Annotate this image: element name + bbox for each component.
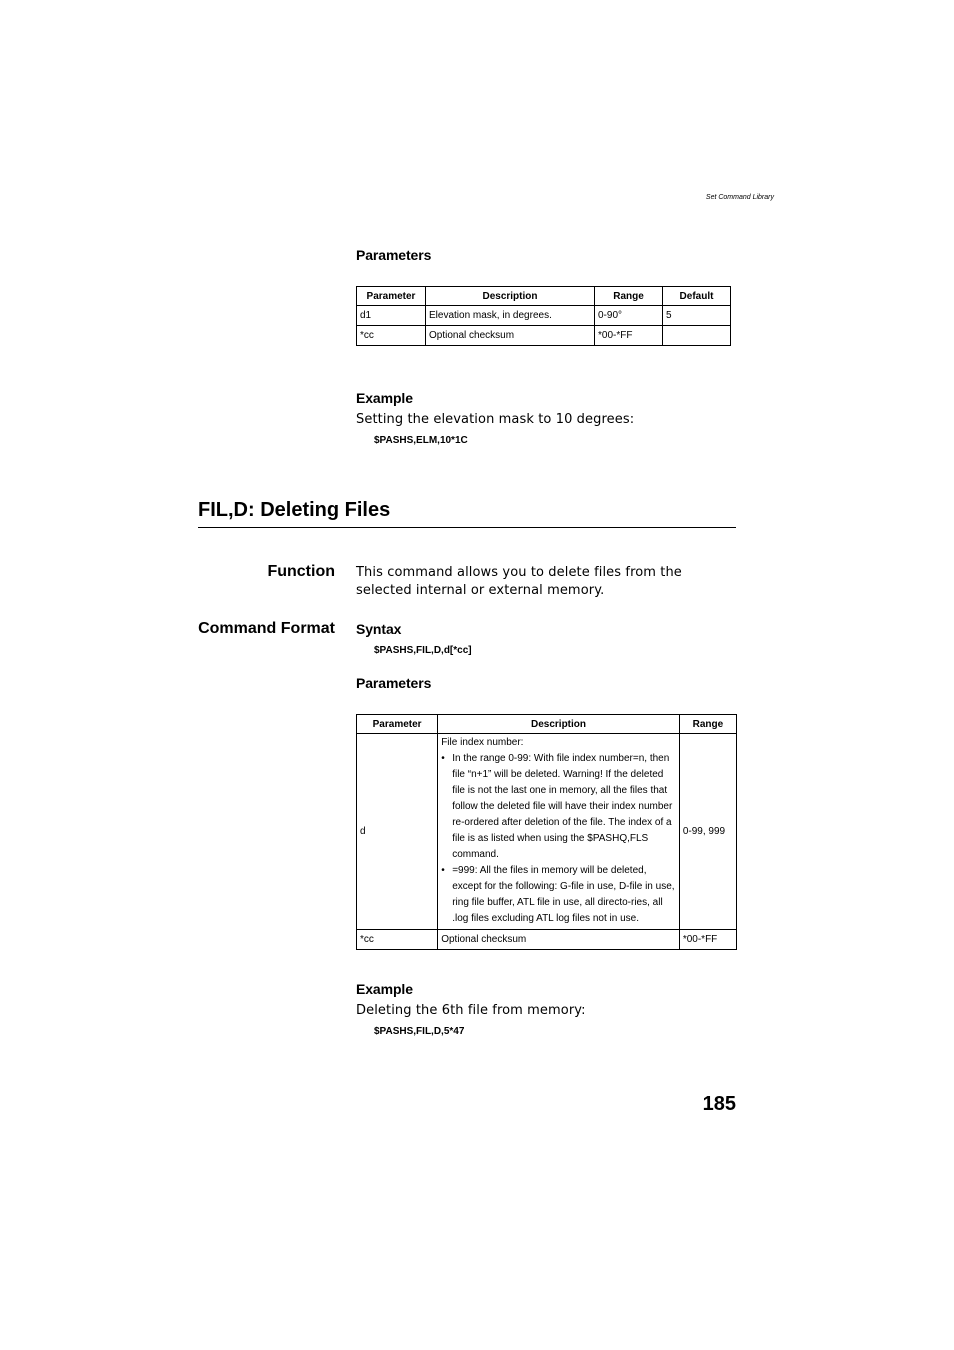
table-row bbox=[357, 306, 731, 326]
example-text-elm: Setting the elevation mask to 10 degrees: bbox=[356, 412, 635, 427]
running-head: Set Command Library bbox=[705, 194, 774, 201]
example-heading-elm: Example bbox=[356, 390, 413, 406]
table-cell: *00-*FF bbox=[595, 326, 663, 346]
example-code-elm: $PASHS,ELM,10*1C bbox=[374, 435, 468, 446]
parameters-heading-elm: Parameters bbox=[356, 247, 432, 263]
column-header: Parameter bbox=[357, 715, 438, 734]
column-header: Range bbox=[595, 287, 663, 306]
command-format-label: Command Format bbox=[198, 620, 335, 637]
column-header: Default bbox=[663, 287, 731, 306]
table-cell: 0-99, 999 bbox=[679, 734, 736, 930]
example-heading-fil: Example bbox=[356, 981, 413, 997]
table-cell: *cc bbox=[357, 326, 426, 346]
column-header: Description bbox=[438, 715, 680, 734]
description-bullets bbox=[441, 751, 676, 927]
elm-parameters-table bbox=[356, 286, 731, 346]
table-row bbox=[357, 930, 737, 950]
syntax-heading: Syntax bbox=[356, 621, 402, 637]
function-text: This command allows you to delete files from the selected internal or external memory. bbox=[356, 565, 682, 598]
table-cell: *cc bbox=[357, 930, 438, 950]
table-cell: Optional checksum bbox=[426, 326, 595, 346]
table-cell-description bbox=[438, 734, 680, 930]
section-title: FIL,D: Deleting Files bbox=[198, 499, 391, 521]
table-cell: *00-*FF bbox=[679, 930, 736, 950]
table-cell: 0-90° bbox=[595, 306, 663, 326]
description-intro: File index number: bbox=[441, 737, 524, 748]
table-row bbox=[357, 734, 737, 930]
list-item: • =999: All the files in memory will be deleted, except for the following: G-file in use, D-file in use, ring file buffer, ATL file in use, all directo-ries, all .log files excluding ATL log files not in use. bbox=[441, 863, 676, 927]
fil-parameters-table bbox=[356, 714, 737, 950]
parameters-heading-fil: Parameters bbox=[356, 675, 432, 691]
list-item: • In the range 0-99: With file index number=n, then file “n+1” will be deleted. Warning! If the deleted file is not the last one in memory, all the files that follow the deleted file will have their index number re-ordered after deletion of the file. The index of a file is as listed when using the $PASHQ,FLS command. bbox=[441, 751, 676, 863]
table-cell bbox=[663, 326, 731, 346]
example-text-fil: Deleting the 6th file from memory: bbox=[356, 1003, 586, 1018]
table-row bbox=[357, 326, 731, 346]
title-rule bbox=[198, 527, 736, 528]
syntax-code: $PASHS,FIL,D,d[*cc] bbox=[374, 645, 472, 656]
table-header-row bbox=[357, 715, 737, 734]
table-header-row bbox=[357, 287, 731, 306]
table-cell: d1 bbox=[357, 306, 426, 326]
function-label: Function bbox=[267, 563, 335, 580]
page-number: 185 bbox=[702, 1093, 736, 1115]
column-header: Description bbox=[426, 287, 595, 306]
table-cell: 5 bbox=[663, 306, 731, 326]
table-cell: d bbox=[357, 734, 438, 930]
table-cell: Optional checksum bbox=[438, 930, 680, 950]
column-header: Parameter bbox=[357, 287, 426, 306]
table-cell: Elevation mask, in degrees. bbox=[426, 306, 595, 326]
example-code-fil: $PASHS,FIL,D,5*47 bbox=[374, 1026, 465, 1037]
column-header: Range bbox=[679, 715, 736, 734]
